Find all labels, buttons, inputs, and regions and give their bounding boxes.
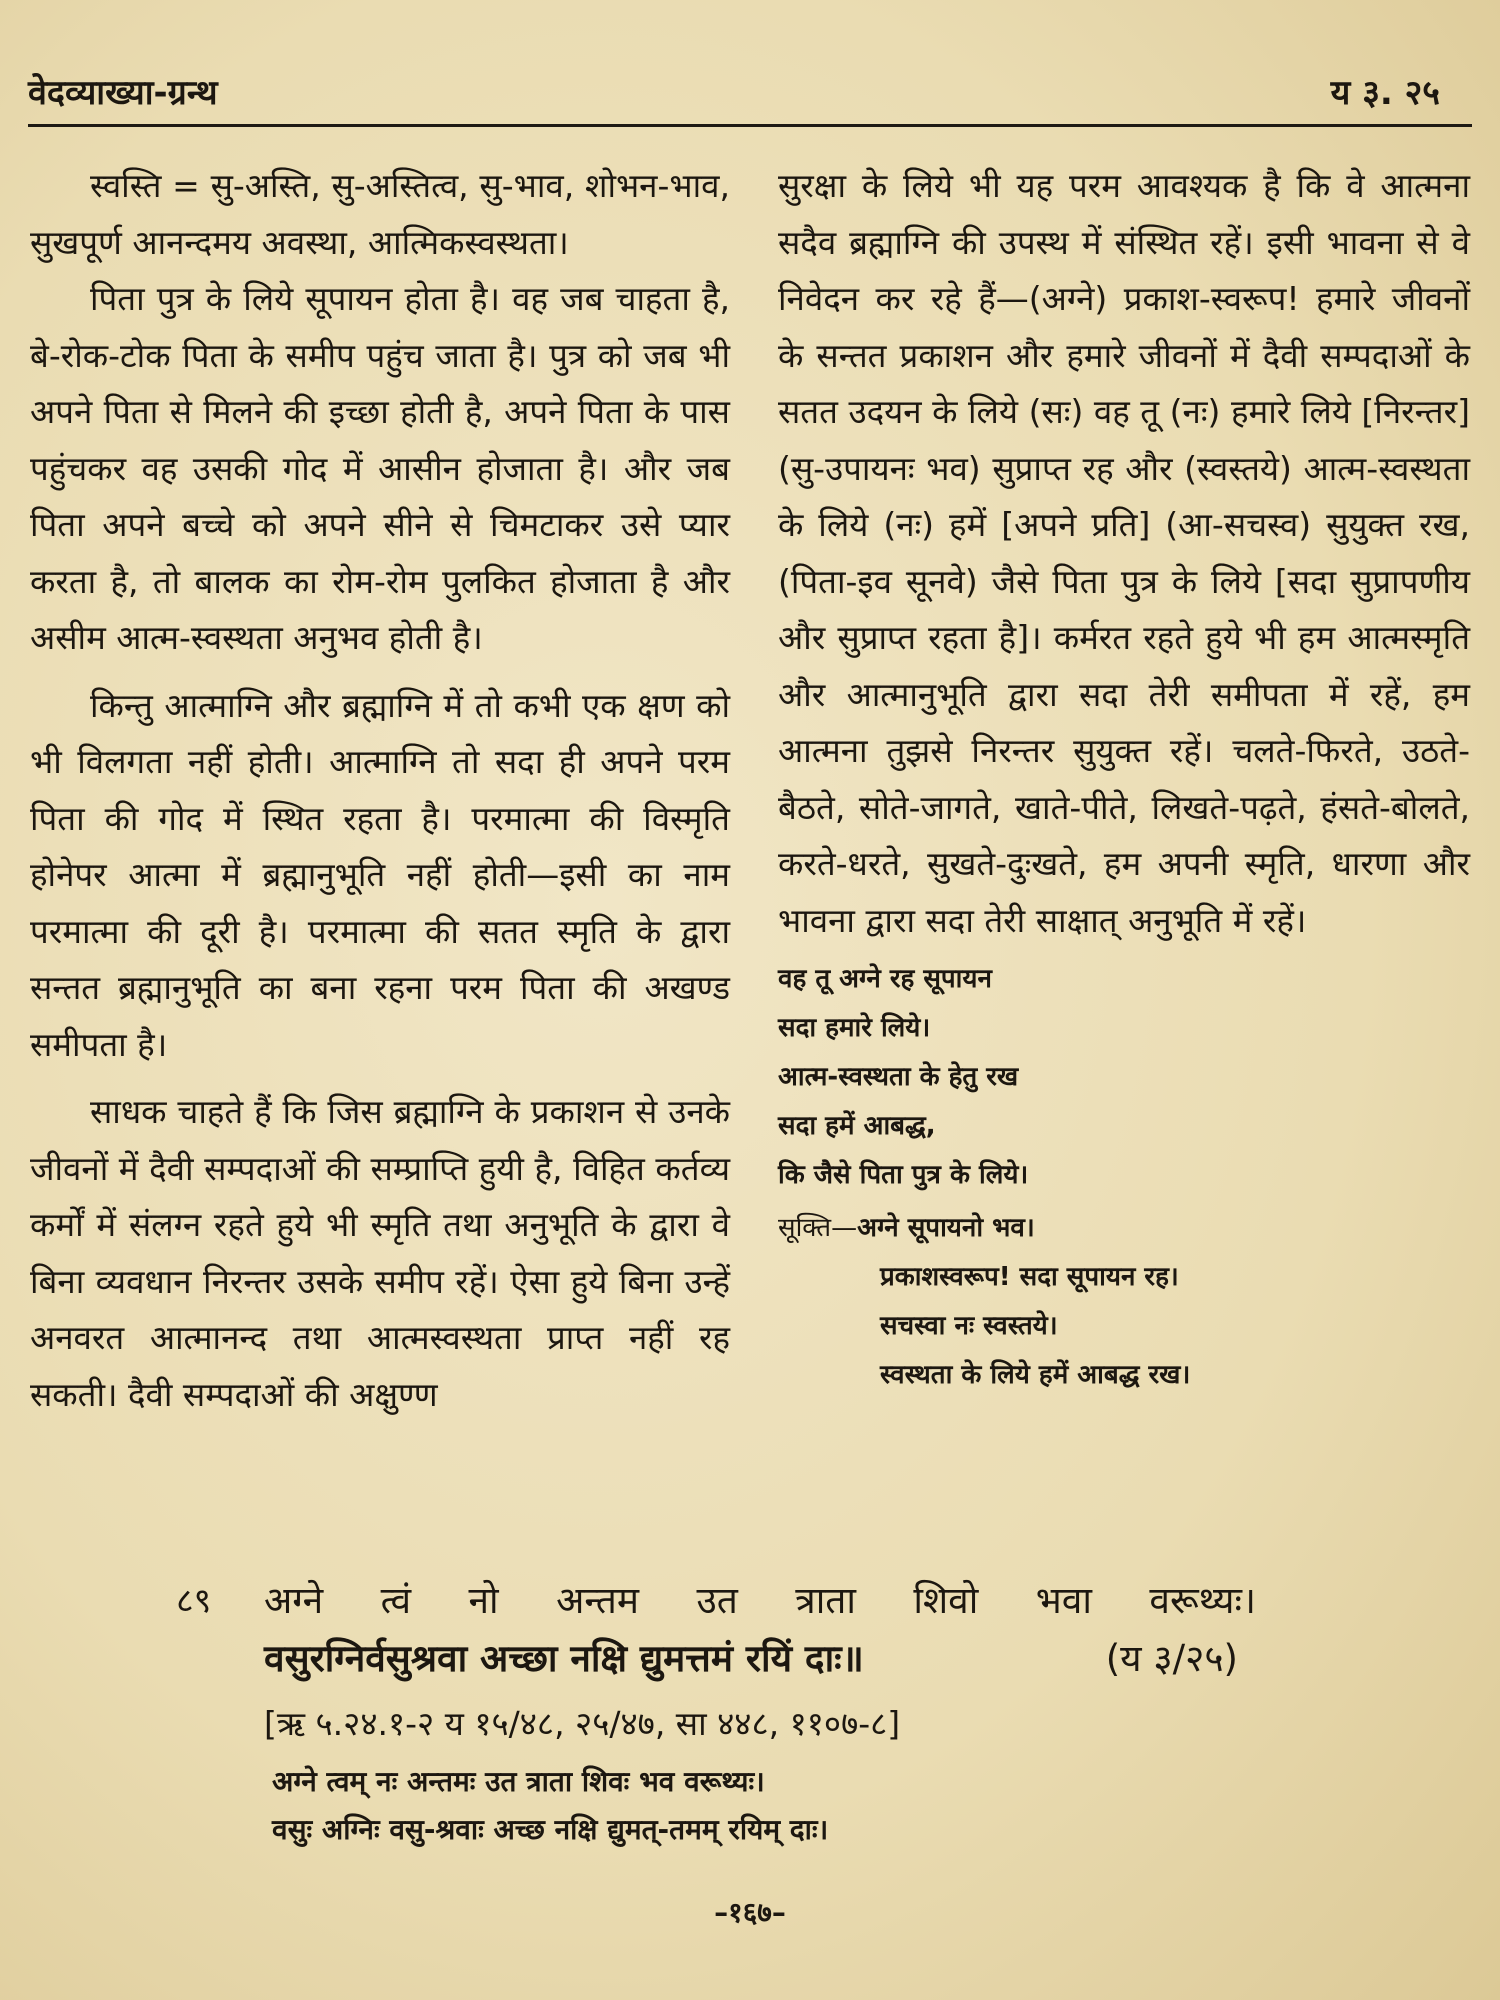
verse-line: वह तू अग्ने रह सूपायन [778, 964, 992, 994]
paragraph: किन्तु आत्माग्नि और ब्रह्माग्नि में तो कभी एक क्षण को भी विलगता नहीं होती। आत्माग्नि तो सदा ही अपने परम पिता की गोद में स्थित रहता है। परमात्मा की विस्मृति होनेपर आत्मा में ब्रह्मानुभूति नहीं होती—इसी का नाम परमात्मा की दूरी है। परमात्मा की सतत स्मृति के द्वारा सन्तत ब्रह्मानुभूति का बना रहना परम पिता की अखण्ड समीपता है। [30, 685, 730, 1064]
page-header [28, 68, 1472, 127]
source-references: [ऋ ५.२४.१-२ य १५/४८, २५/४७, सा ४४८, ११०७-८] [264, 1704, 901, 1743]
sukti-line: सचस्वा नः स्वस्तये। [880, 1311, 1058, 1341]
padapatha [272, 1758, 828, 1854]
left-column [30, 158, 730, 1423]
padapatha-line: अग्ने त्वम् नः अन्तमः उत त्राता शिवः भव वरूथ्यः। [272, 1765, 765, 1798]
mantra-number: ८९ [176, 1581, 212, 1621]
mantra-line-1: अग्ने त्वं नो अन्तम उत त्राता शिवो भवा वरूथ्यः। [264, 1579, 1256, 1622]
mantra-line-2 [176, 1630, 1256, 1688]
verse-line: सदा हमें आबद्ध, [778, 1111, 936, 1141]
verse-line: सदा हमारे लिये। [778, 1013, 931, 1043]
sukti-line: स्वस्थता के लिये हमें आबद्ध रख। [880, 1360, 1191, 1390]
paragraph: पिता पुत्र के लिये सूपायन होता है। वह जब चाहता है, बे-रोक-टोक पिता के समीप पहुंच जाता है। पुत्र को जब भी अपने पिता से मिलने की इच्छा होती है, अपने पिता के पास पहुंचकर वह उसकी गोद में आसीन होजाता है। और जब पिता अपने बच्चे को अपने सीने से चिमटाकर उसे प्यार करता है, तो बालक का रोम-रोम पुलकित होजाता है और असीम आत्म-स्वस्थता अनुभव होती है। [30, 279, 730, 657]
sukti-block [778, 1204, 1470, 1400]
paragraph: स्वस्ति = सु-अस्ति, सु-अस्तित्व, सु-भाव, शोभन-भाव, सुखपूर्ण आनन्दमय अवस्था, आत्मिकस्वस्थता। [30, 166, 730, 262]
hindi-verse [778, 955, 1470, 1200]
mantra-line-2-text: वसुरग्निर्वसुश्रवा अच्छा नक्षि द्युमत्तमं रयिं दाः॥ [264, 1637, 864, 1680]
page-number: –१६७– [714, 1896, 786, 1929]
running-title: वेदव्याख्या-ग्रन्थ [28, 73, 218, 113]
sukti-first-line: अग्ने सूपायनो भव। [857, 1213, 1035, 1243]
paragraph: साधक चाहते हैं कि जिस ब्रह्माग्नि के प्रकाशन से उनके जीवनों में दैवी सम्पदाओं की सम्प्राप्ति हुयी है, विहित कर्तव्य कर्मों में संलग्न रहते हुये भी स्मृति तथा अनुभूति के द्वारा वे बिना व्यवधान निरन्तर उसके समीप रहें। ऐसा हुये बिना उन्हें अनवरत आत्मानन्द तथा आत्मस्वस्थता प्राप्त नहीं रह सकती। दैवी सम्पदाओं की अक्षुण्ण [30, 1092, 730, 1414]
sukti-line: प्रकाशस्वरूप! सदा सूपायन रह। [880, 1262, 1179, 1292]
mantra-block [176, 1572, 1256, 1688]
paragraph: सुरक्षा के लिये भी यह परम आवश्यक है कि वे आत्मना सदैव ब्रह्माग्नि की उपस्थ में संस्थित रहें। इसी भावना से वे निवेदन कर रहे हैं—(अग्ने) प्रकाश-स्वरूप! हमारे जीवनों के सन्तत प्रकाशन और हमारे जीवनों में दैवी सम्पदाओं के सतत उदयन के लिये (सः) वह तू (नः) हमारे लिये [निरन्तर] (सु-उपायनः भव) सुप्राप्त रह और (स्वस्तये) आत्म-स्वस्थता के लिये (नः) हमें [अपने प्रति] (आ-सचस्व) सुयुक्त रख, (पिता-इव सूनवे) जैसे पिता पुत्र के लिये [सदा सुप्रापणीय और सुप्राप्त रहता है]। कर्मरत रहते हुये भी हम आत्मस्मृति और आत्मानुभूति द्वारा सदा तेरी समीपता में रहें, हम आत्मना तुझसे निरन्तर सुयुक्त रहें। चलते-फिरते, उठते-बैठते, सोते-जागते, खाते-पीते, लिखते-पढ़ते, हंसते-बोलते, करते-धरते, सुखते-दुःखते, हम अपनी स्मृति, धारणा और भावना द्वारा सदा तेरी साक्षात् अनुभूति में रहें। [778, 166, 1470, 940]
verse-line: आत्म-स्वस्थता के हेतु रख [778, 1062, 1019, 1092]
verse-line: कि जैसे पिता पुत्र के लिये। [778, 1160, 1029, 1190]
padapatha-line: वसुः अग्निः वसु-श्रवाः अच्छ नक्षि द्युमत्-तमम् रयिम् दाः। [272, 1813, 829, 1846]
sukti-heading [778, 1204, 1470, 1253]
sukti-label: सूक्ति— [778, 1213, 858, 1243]
mantra-reference: (य ३/२५) [1105, 1637, 1238, 1680]
verse-reference: य ३. २५ [1330, 73, 1440, 113]
right-column [778, 158, 1470, 1400]
